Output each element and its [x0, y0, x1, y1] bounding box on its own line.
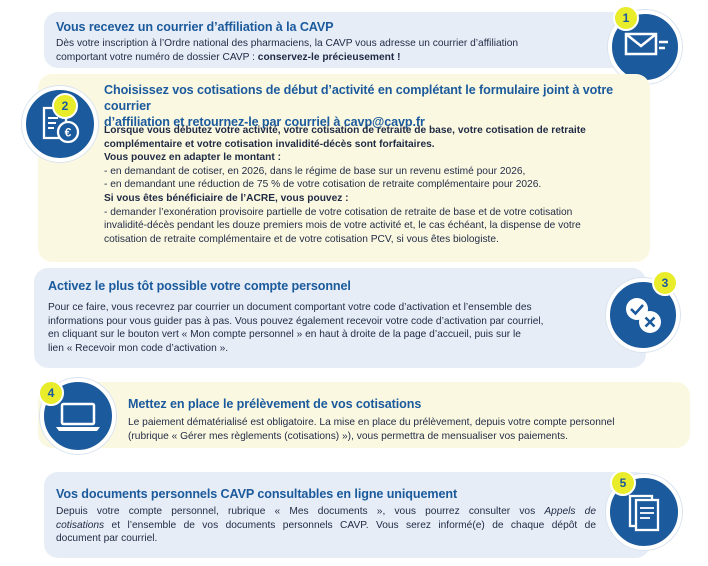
step2-acre-line2: invalidité-décès pendant les douze premiers mois de votre activité et, le cas échéant, la dispense de votre [104, 220, 581, 232]
step2-acre-line1: - demander l’exonération provisoire partielle de votre cotisation de retraite de base et de votre cotisation [104, 206, 573, 218]
step1-text-line2-prefix: comportant votre numéro de dossier CAVP : [56, 51, 258, 63]
step4-badge: 4 [38, 380, 64, 406]
step1-text [56, 37, 616, 64]
step3-line2: informations pour vous guider pas à pas. Vous pouvez également recevoir votre code d’activation par courriel, [48, 315, 544, 327]
step2-intro-line1: Lorsque vous débutez votre activité, votre cotisation de retraite de base, votre cotisation de retraite [104, 125, 586, 136]
step3-title: Activez le plus tôt possible votre compte personnel [48, 279, 351, 293]
step5-badge: 5 [610, 470, 636, 496]
step2-title [104, 82, 644, 130]
step5-line3: document par courriel. [56, 533, 158, 545]
step3-line1: Pour ce faire, vous recevrez par courrier un document comportant votre code d’activation et l’ensemble des [48, 302, 532, 313]
step3-card [34, 268, 646, 368]
step2-acre-heading: Si vous êtes bénéficiaire de l’ACRE, vous pouvez : [104, 192, 349, 204]
step3-text [48, 301, 618, 355]
step2-adapt-item1: - en demandant de cotiser, en 2026, dans le régime de base sur un revenu estimé pour 2026, [104, 165, 526, 177]
step1-card [44, 12, 644, 68]
step5-line1-italic: Appels de [544, 506, 597, 517]
step2-text [104, 124, 644, 246]
step2-adapt-item2: - en demandant une réduction de 75 % de votre cotisation de retraite complémentaire pour 2026. [104, 179, 542, 191]
step5-title: Vos documents personnels CAVP consultables en ligne uniquement [56, 487, 458, 501]
step5-line2 [56, 519, 596, 533]
step2-adapt-heading: Vous pouvez en adapter le montant : [104, 152, 281, 164]
step1-title: Vous recevez un courrier d’affiliation à la CAVP [56, 20, 334, 34]
step2-card [38, 74, 650, 262]
step2-title-line1: Choisissez vos cotisations de début d’activité en complétant le formulaire joint à votre courrier [104, 83, 614, 113]
step5-line2-italic: cotisations [56, 519, 105, 531]
step1-text-line2 [56, 51, 616, 65]
step5-line1-prefix: Depuis votre compte personnel, rubrique « Mes documents », vous pourrez consulter vos [56, 506, 545, 517]
step4-line1: Le paiement dématérialisé est obligatoire. La mise en place du prélèvement, depuis votre compte personnel [128, 417, 615, 428]
step3-line3: en cliquant sur le bouton vert « Mon compte personnel » en haut à droite de la page d’accueil, puis sur le [48, 329, 521, 341]
step4-text [128, 416, 688, 443]
step5-line2-suffix: et l’ensemble de vos documents personnels CAVP. Vous serez informé(e) de chaque dépôt de [104, 519, 596, 531]
step1-badge: 1 [613, 5, 639, 31]
step1-text-line1: Dès votre inscription à l’Ordre national des pharmaciens, la CAVP vous adresse un courrier d’affiliation [56, 38, 519, 49]
step2-badge: 2 [52, 93, 78, 119]
step5-text [56, 505, 596, 546]
step2-acre-line3: cotisation de retraite complémentaire et de votre cotisation PCV, si vous êtes biologiste. [104, 233, 499, 245]
step2-title-line2: d’affiliation et retournez-le par courriel à cavp@cavp.fr [104, 115, 425, 129]
step5-line1 [56, 505, 596, 519]
step1-text-line2-bold: conservez-le précieusement ! [257, 51, 401, 63]
step3-line4: lien « Recevoir mon code d’activation ». [48, 342, 229, 354]
step4-title: Mettez en place le prélèvement de vos cotisations [128, 397, 422, 411]
step4-line2: (rubrique « Gérer mes règlements (cotisations) »), vous permettra de mensualiser vos paiements. [128, 430, 568, 442]
step4-card [38, 382, 690, 448]
step3-badge: 3 [652, 270, 678, 296]
svg-text:€: € [64, 125, 72, 140]
step5-card [44, 472, 650, 558]
step2-intro-line2: complémentaire et votre cotisation invalidité-décès sont forfaitaires. [104, 138, 435, 150]
